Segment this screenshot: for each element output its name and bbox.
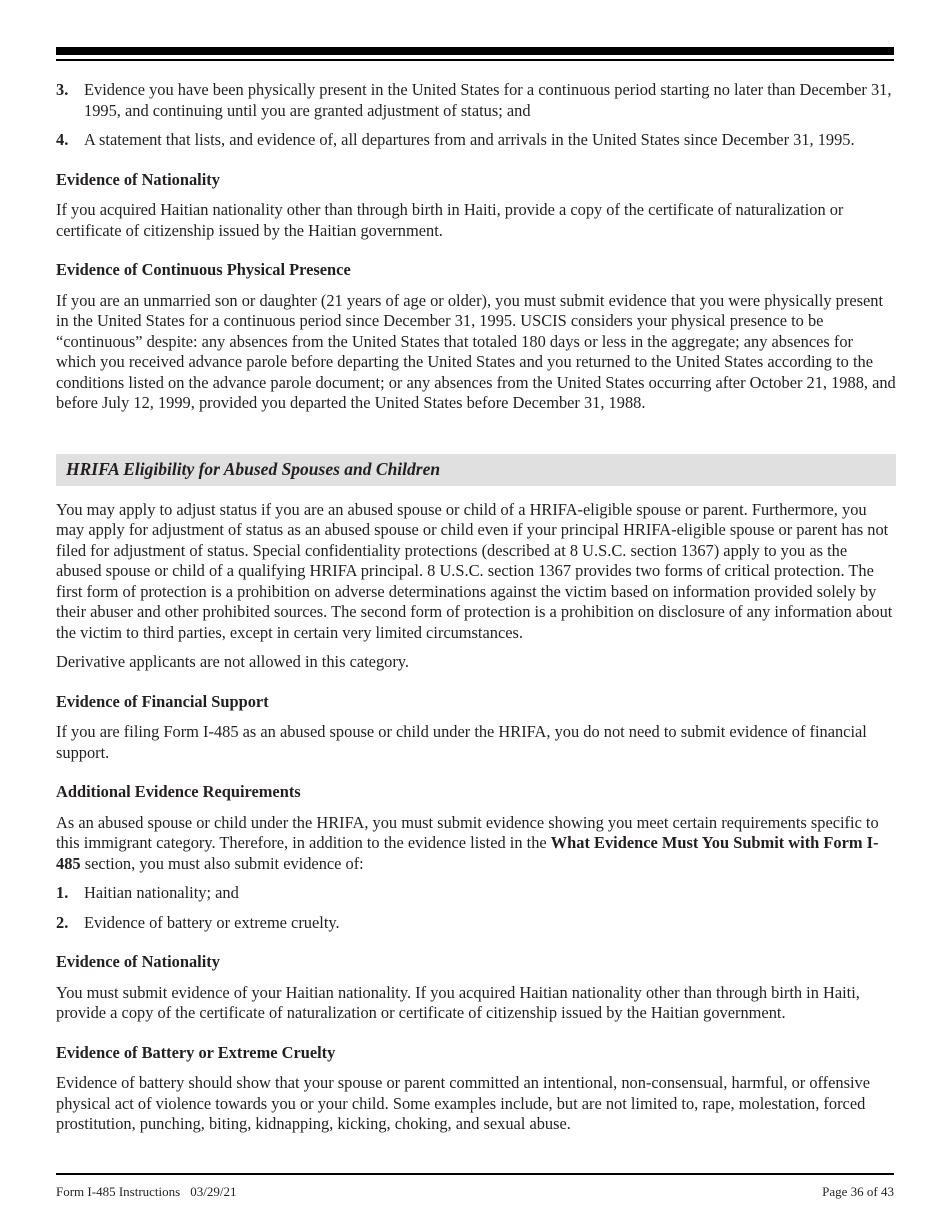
document-body [56, 80, 896, 1144]
nationality-paragraph-2: You must submit evidence of your Haitian nationality. If you acquired Haitian nationality other than through birth in Haiti, provide a copy of the certificate of naturalization or certificate of citizenship issued by the Haitian government. [56, 982, 860, 1022]
footer-page-number: Page 36 of 43 [822, 1184, 894, 1199]
additional-text-before: As an abused spouse or child under the HRIFA, you must submit evidence showing you meet certain requirements specific to this immigrant category. Therefore, in addition to the evidence listed in the [56, 812, 879, 852]
financial-support-paragraph: If you are filing Form I-485 as an abused spouse or child under the HRIFA, you do not need to submit evidence of financial support. [56, 722, 867, 762]
footer-rule [56, 1173, 894, 1175]
heading-evidence-of-nationality: Evidence of Nationality [56, 169, 220, 189]
list-item [56, 80, 896, 121]
list-item [56, 913, 896, 934]
header-rule-thin [56, 59, 894, 61]
header-rule-thick [56, 47, 894, 55]
section-intro-paragraph: You may apply to adjust status if you are an abused spouse or child of a HRIFA-eligible spouse or parent. Furthermore, you may apply for adjustment of status as an abused spouse or child even if your principal HRIFA-eligible spouse or parent has not filed for adjustment of status. Special confidentiality protections (described at 8 U.S.C. section 1367) apply to you as the abused spouse or child of a qualifying HRIFA principal. 8 U.S.C. section 1367 provides two forms of critical protection. The first form of protection is a prohibition on adverse determinations against the victim based on information provided solely by their abuser and other prohibited sources. The second form of protection is a prohibition on disclosure of any information about the victim to third parties, except in certain very limited circumstances. [56, 499, 893, 642]
heading-financial-support: Evidence of Financial Support [56, 691, 269, 711]
physical-presence-paragraph: If you are an unmarried son or daughter (21 years of age or older), you must submit evidence that you were physically present in the United States for a continuous period since December 31, 1995. USCIS considers your physical presence to be “continuous” despite: any absences from the United States that totaled 180 days or less in the aggregate; any absences for which you received advance parole before departing the United States and you returned to the United States according to the conditions listed on the advance parole document; or any absences from the United States occurring after October 21, 1988, and before July 12, 1999, provided you departed the United States before December 31, 1988. [56, 290, 896, 412]
heading-battery-extreme-cruelty: Evidence of Battery or Extreme Cruelty [56, 1042, 336, 1062]
list-item-number: 3. [56, 80, 69, 99]
list-item [56, 130, 896, 151]
heading-evidence-of-nationality-2: Evidence of Nationality [56, 952, 220, 971]
additional-text-bold: What Evidence Must You Submit with Form I-485 [56, 833, 879, 873]
additional-evidence-paragraph [56, 813, 896, 875]
additional-text-after: section, you must also submit evidence of: [80, 853, 364, 873]
list-item-number: 1. [56, 883, 69, 902]
nationality-paragraph: If you acquired Haitian nationality other than through birth in Haiti, provide a copy of the certificate of naturalization or certificate of citizenship issued by the Haitian government. [56, 200, 844, 240]
list-item-text: A statement that lists, and evidence of, all departures from and arrivals in the United States since December 31, 1995. [84, 130, 855, 149]
derivative-note: Derivative applicants are not allowed in this category. [56, 652, 410, 671]
heading-additional-evidence: Additional Evidence Requirements [56, 782, 301, 801]
footer-form-info [56, 1184, 236, 1200]
footer-form-name: Form I-485 Instructions [56, 1184, 181, 1199]
list-item-number: 4. [56, 130, 69, 149]
list-item-text: Evidence you have been physically present in the United States for a continuous period starting no later than December 31, 1995, and continuing until you are granted adjustment of status; and [84, 80, 892, 120]
list-item-text: Evidence of battery or extreme cruelty. [84, 912, 340, 932]
battery-paragraph: Evidence of battery should show that your spouse or parent committed an intentional, non-consensual, harmful, or offensive physical act of violence towards you or your child. Some examples include, but are not limited to, rape, molestation, forced prostitution, punching, biting, kidnapping, kicking, choking, and sexual abuse. [56, 1073, 871, 1133]
heading-continuous-physical-presence: Evidence of Continuous Physical Presence [56, 260, 351, 279]
footer-form-date: 03/29/21 [190, 1184, 237, 1199]
list-item-text: Haitian nationality; and [84, 883, 239, 902]
section-title-bar: HRIFA Eligibility for Abused Spouses and Children [56, 454, 896, 486]
page-footer [56, 1184, 894, 1200]
list-item-number: 2. [56, 912, 69, 932]
list-item [56, 883, 896, 904]
